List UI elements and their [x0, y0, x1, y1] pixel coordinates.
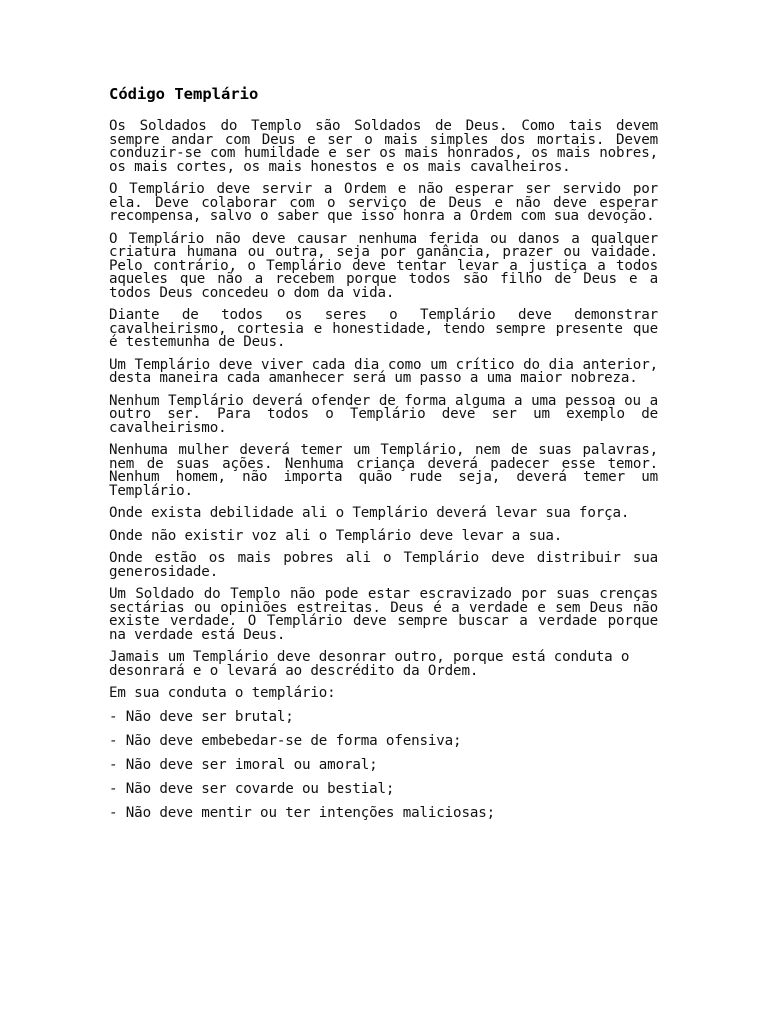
paragraph: Nenhum Templário deverá ofender de forma alguma a uma pessoa ou a outro ser. Para todos o Templário deve ser um exemplo de cavalheirismo. — [109, 392, 658, 436]
paragraph: O Templário não deve causar nenhuma ferida ou danos a qualquer criatura humana ou outra, seja por ganância, prazer ou vaidade. Pelo contrário, o Templário deve tentar levar a justiça a todos aqueles que não a recebem porque todos são filho de Deus e a todos Deus concedeu o dom da vida. — [109, 230, 658, 301]
paragraph: Diante de todos os seres o Templário deve demonstrar cavalheirismo, cortesia e honestidade, tendo sempre presente que é testemunha de Deus. — [109, 307, 658, 350]
list-item: - Não deve ser imoral ou amoral; — [109, 756, 378, 773]
document-page — [109, 84, 658, 830]
paragraph: Onde estão os mais pobres ali o Templário deve distribuir sua generosidade. — [109, 550, 658, 580]
paragraph: Jamais um Templário deve desonrar outro, porque está conduta o desonrará e o levará ao descrédito da Ordem. — [109, 649, 630, 679]
paragraph: Nenhuma mulher deverá temer um Templário, nem de suas palavras, nem de suas ações. Nenhuma criança deverá padecer esse temor. Nenhum homem, não importa quão rude seja, deverá temer um Templário. — [109, 442, 658, 499]
list-item: - Não deve ser covarde ou bestial; — [109, 780, 395, 797]
list-item: - Não deve ser brutal; — [109, 708, 294, 725]
paragraph: Um Templário deve viver cada dia como um crítico do dia anterior, desta maneira cada amanhecer será um passo a uma maior nobreza. — [109, 356, 658, 386]
paragraph: Onde não existir voz ali o Templário deve levar a sua. — [109, 527, 563, 544]
paragraph: Um Soldado do Templo não pode estar escravizado por suas crenças sectárias ou opiniões estreitas. Deus é a verdade e sem Deus não existe verdade. O Templário deve sempre buscar a verdade porque na verdade está Deus. — [109, 586, 658, 643]
list-intro: Em sua conduta o templário: — [109, 685, 336, 701]
paragraph: O Templário deve servir a Ordem e não esperar ser servido por ela. Deve colaborar com o serviço de Deus e não deve esperar recompensa, salvo o saber que isso honra a Ordem com sua devoção. — [109, 181, 658, 224]
list-item: - Não deve embebedar-se de forma ofensiva; — [109, 732, 462, 749]
conduct-list — [109, 710, 658, 821]
list-item: - Não deve mentir ou ter intenções maliciosas; — [109, 804, 496, 821]
document-title: Código Templário — [109, 85, 259, 103]
paragraph: Onde exista debilidade ali o Templário deverá levar sua força. — [109, 505, 630, 521]
paragraph: Os Soldados do Templo são Soldados de Deus. Como tais devem sempre andar com Deus e ser o mais simples dos mortais. Devem conduzir-se com humildade e ser os mais honrados, os mais nobres, os mais cortes, os mais honestos e os mais cavalheiros. — [109, 118, 658, 175]
